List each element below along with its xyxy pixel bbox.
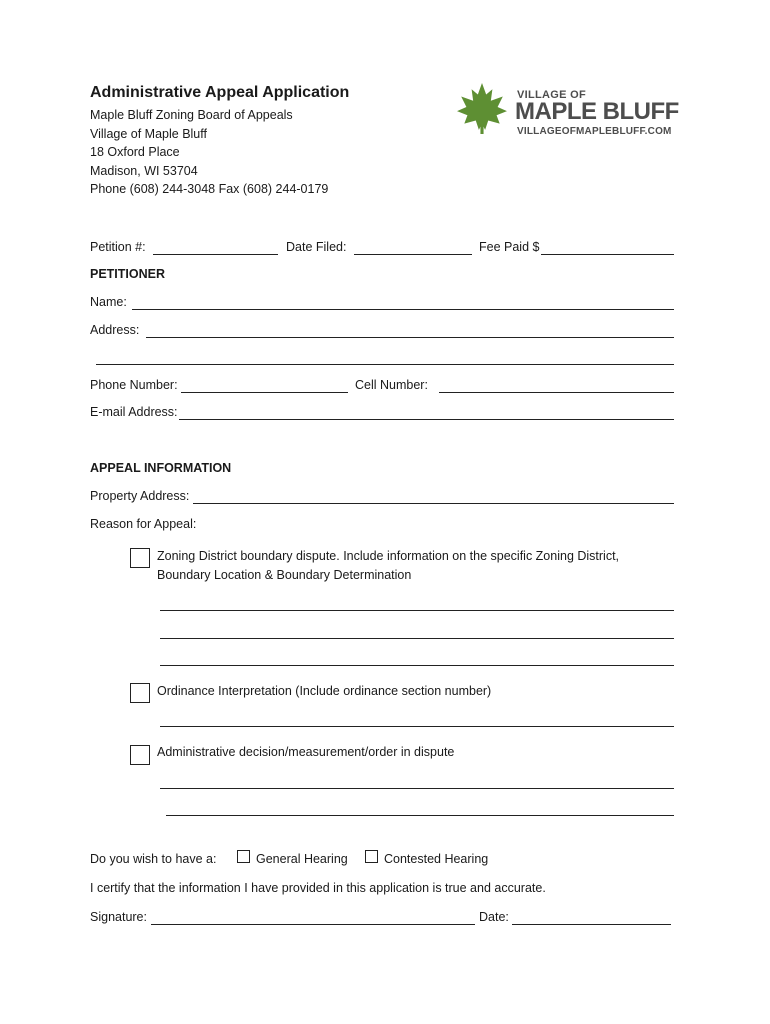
boundary-dispute-checkbox[interactable]: [130, 548, 150, 568]
street-address: 18 Oxford Place: [90, 145, 180, 159]
email-field[interactable]: [179, 419, 674, 420]
name-field[interactable]: [132, 309, 674, 310]
date-filed-label: Date Filed:: [286, 240, 347, 254]
signature-label: Signature:: [90, 910, 147, 924]
phone-fax: Phone (608) 244-3048 Fax (608) 244-0179: [90, 182, 329, 196]
administrative-decision-line-1[interactable]: [160, 788, 674, 789]
general-hearing-checkbox[interactable]: [237, 850, 250, 863]
date-label: Date:: [479, 910, 509, 924]
village-name: Village of Maple Bluff: [90, 127, 207, 141]
appeal-heading: APPEAL INFORMATION: [90, 461, 232, 475]
petitioner-heading: PETITIONER: [90, 267, 166, 281]
name-label: Name:: [90, 295, 127, 309]
page-title: Administrative Appeal Application: [90, 84, 350, 101]
hearing-question: Do you wish to have a:: [90, 852, 217, 866]
contested-hearing-label: Contested Hearing: [384, 852, 489, 866]
logo-line-maple-bluff: MAPLE BLUFF: [515, 98, 679, 125]
logo-line-village: VILLAGE OF: [517, 89, 586, 101]
petition-label: Petition #:: [90, 240, 146, 254]
address-field[interactable]: [146, 337, 674, 338]
ordinance-interpretation-checkbox[interactable]: [130, 683, 150, 703]
boundary-dispute-label: Zoning District boundary dispute. Include information on the specific Zoning District,: [157, 549, 620, 563]
address-field-line2[interactable]: [96, 364, 674, 365]
signature-field[interactable]: [151, 924, 475, 925]
property-address-label: Property Address:: [90, 489, 190, 503]
administrative-decision-label: Administrative decision/measurement/order in dispute: [157, 745, 455, 759]
phone-label: Phone Number:: [90, 378, 178, 392]
fee-paid-label: Fee Paid $: [479, 240, 540, 254]
boundary-dispute-line-1[interactable]: [160, 610, 674, 611]
ordinance-interpretation-line[interactable]: [160, 726, 674, 727]
cell-field[interactable]: [439, 392, 674, 393]
boundary-dispute-label-line2: Boundary Location & Boundary Determination: [157, 568, 412, 582]
administrative-decision-line-2[interactable]: [166, 815, 674, 816]
reason-label: Reason for Appeal:: [90, 517, 197, 531]
property-address-field[interactable]: [193, 503, 674, 504]
maple-leaf-icon: [456, 82, 508, 134]
logo-line-url: VILLAGEOFMAPLEBLUFF.COM: [517, 126, 672, 137]
date-filed-field[interactable]: [354, 254, 472, 255]
email-label: E-mail Address:: [90, 405, 178, 419]
petition-field[interactable]: [153, 254, 278, 255]
certification-statement: I certify that the information I have provided in this application is true and accurate.: [90, 881, 546, 895]
boundary-dispute-line-3[interactable]: [160, 665, 674, 666]
boundary-dispute-line-2[interactable]: [160, 638, 674, 639]
contested-hearing-checkbox[interactable]: [365, 850, 378, 863]
cell-label: Cell Number:: [355, 378, 428, 392]
village-logo: [456, 80, 681, 138]
ordinance-interpretation-label: Ordinance Interpretation (Include ordinance section number): [157, 684, 492, 698]
phone-field[interactable]: [181, 392, 348, 393]
fee-paid-field[interactable]: [541, 254, 674, 255]
administrative-decision-checkbox[interactable]: [130, 745, 150, 765]
date-field[interactable]: [512, 924, 671, 925]
general-hearing-label: General Hearing: [256, 852, 348, 866]
address-label: Address:: [90, 323, 140, 337]
board-name: Maple Bluff Zoning Board of Appeals: [90, 108, 293, 122]
city-state-zip: Madison, WI 53704: [90, 164, 198, 178]
